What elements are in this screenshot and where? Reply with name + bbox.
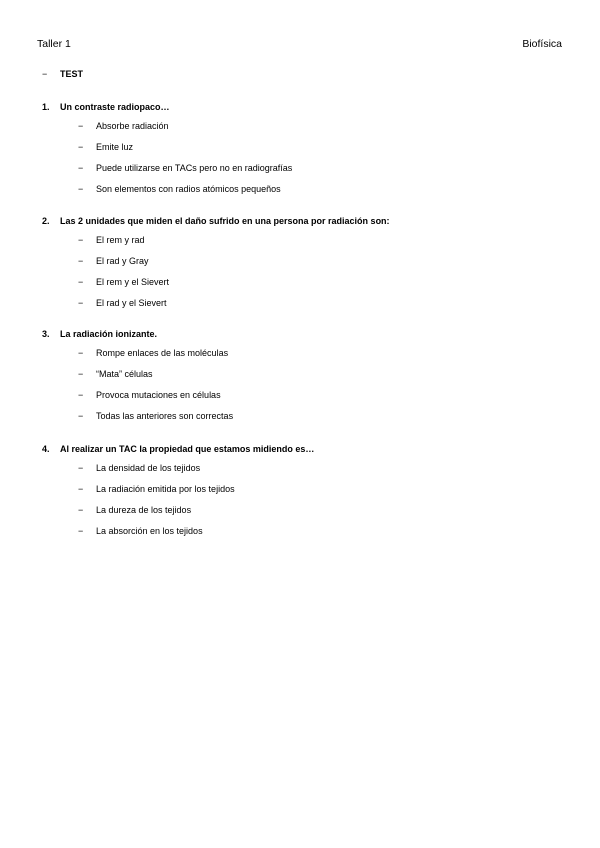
- option-text: Provoca mutaciones en células: [96, 390, 221, 400]
- option-text: La radiación emitida por los tejidos: [96, 484, 235, 494]
- option-text: Rompe enlaces de las moléculas: [96, 348, 229, 358]
- question-text: Las 2 unidades que miden el daño sufrido en una persona por radiación son:: [60, 216, 390, 226]
- option-dash: −: [78, 184, 84, 194]
- question-number: 2.: [42, 216, 50, 226]
- options-list: [42, 233, 390, 317]
- option-dash: −: [78, 121, 84, 131]
- bullet-dash: −: [42, 69, 48, 79]
- test-heading: [42, 69, 83, 79]
- option-item: [42, 296, 390, 317]
- option-dash: −: [78, 256, 84, 266]
- option-item: [42, 182, 292, 203]
- option-text: El rem y rad: [96, 235, 145, 245]
- option-text: Puede utilizarse en TACs pero no en radiografías: [96, 163, 293, 173]
- option-dash: −: [78, 463, 84, 473]
- question-2: [42, 214, 390, 317]
- option-item: [42, 367, 233, 388]
- options-list: [42, 119, 292, 203]
- header-left-title: Taller 1: [37, 38, 71, 50]
- option-item: [42, 119, 292, 140]
- option-dash: −: [78, 163, 84, 173]
- option-dash: −: [78, 348, 84, 358]
- option-item: [42, 503, 314, 524]
- header-right-subject: Biofísica: [522, 38, 562, 50]
- option-dash: −: [78, 277, 84, 287]
- option-text: La absorción en los tejidos: [96, 526, 203, 536]
- question-4: [42, 442, 314, 545]
- option-dash: −: [78, 484, 84, 494]
- option-text: El rad y el Sievert: [96, 298, 167, 308]
- option-text: “Mata” células: [96, 369, 153, 379]
- option-dash: −: [78, 142, 84, 152]
- question-text: Al realizar un TAC la propiedad que estamos midiendo es…: [60, 444, 315, 454]
- option-dash: −: [78, 390, 84, 400]
- option-item: [42, 461, 314, 482]
- option-item: [42, 346, 233, 367]
- option-dash: −: [78, 526, 84, 536]
- question-3: [42, 327, 233, 430]
- option-item: [42, 482, 314, 503]
- question-title: [42, 442, 314, 456]
- option-text: La dureza de los tejidos: [96, 505, 192, 515]
- option-text: La densidad de los tejidos: [96, 463, 201, 473]
- options-list: [42, 461, 314, 545]
- question-1: [42, 100, 292, 203]
- option-item: [42, 524, 314, 545]
- option-item: [42, 275, 390, 296]
- option-text: Todas las anteriores son correctas: [96, 411, 234, 421]
- option-dash: −: [78, 505, 84, 515]
- option-item: [42, 388, 233, 409]
- option-text: Son elementos con radios atómicos pequeños: [96, 184, 281, 194]
- option-item: [42, 161, 292, 182]
- option-item: [42, 140, 292, 161]
- question-number: 1.: [42, 102, 50, 112]
- option-text: Absorbe radiación: [96, 121, 169, 131]
- options-list: [42, 346, 233, 430]
- option-item: [42, 233, 390, 254]
- option-text: El rem y el Sievert: [96, 277, 170, 287]
- option-item: [42, 254, 390, 275]
- option-dash: −: [78, 298, 84, 308]
- option-item: [42, 409, 233, 430]
- option-dash: −: [78, 369, 84, 379]
- option-dash: −: [78, 235, 84, 245]
- question-title: [42, 214, 390, 228]
- option-dash: −: [78, 411, 84, 421]
- question-title: [42, 100, 292, 114]
- test-label: TEST: [60, 69, 84, 79]
- question-text: Un contraste radiopaco…: [60, 102, 170, 112]
- question-title: [42, 327, 233, 341]
- question-number: 3.: [42, 329, 50, 339]
- option-text: El rad y Gray: [96, 256, 149, 266]
- option-text: Emite luz: [96, 142, 134, 152]
- question-number: 4.: [42, 444, 50, 454]
- question-text: La radiación ionizante.: [60, 329, 158, 339]
